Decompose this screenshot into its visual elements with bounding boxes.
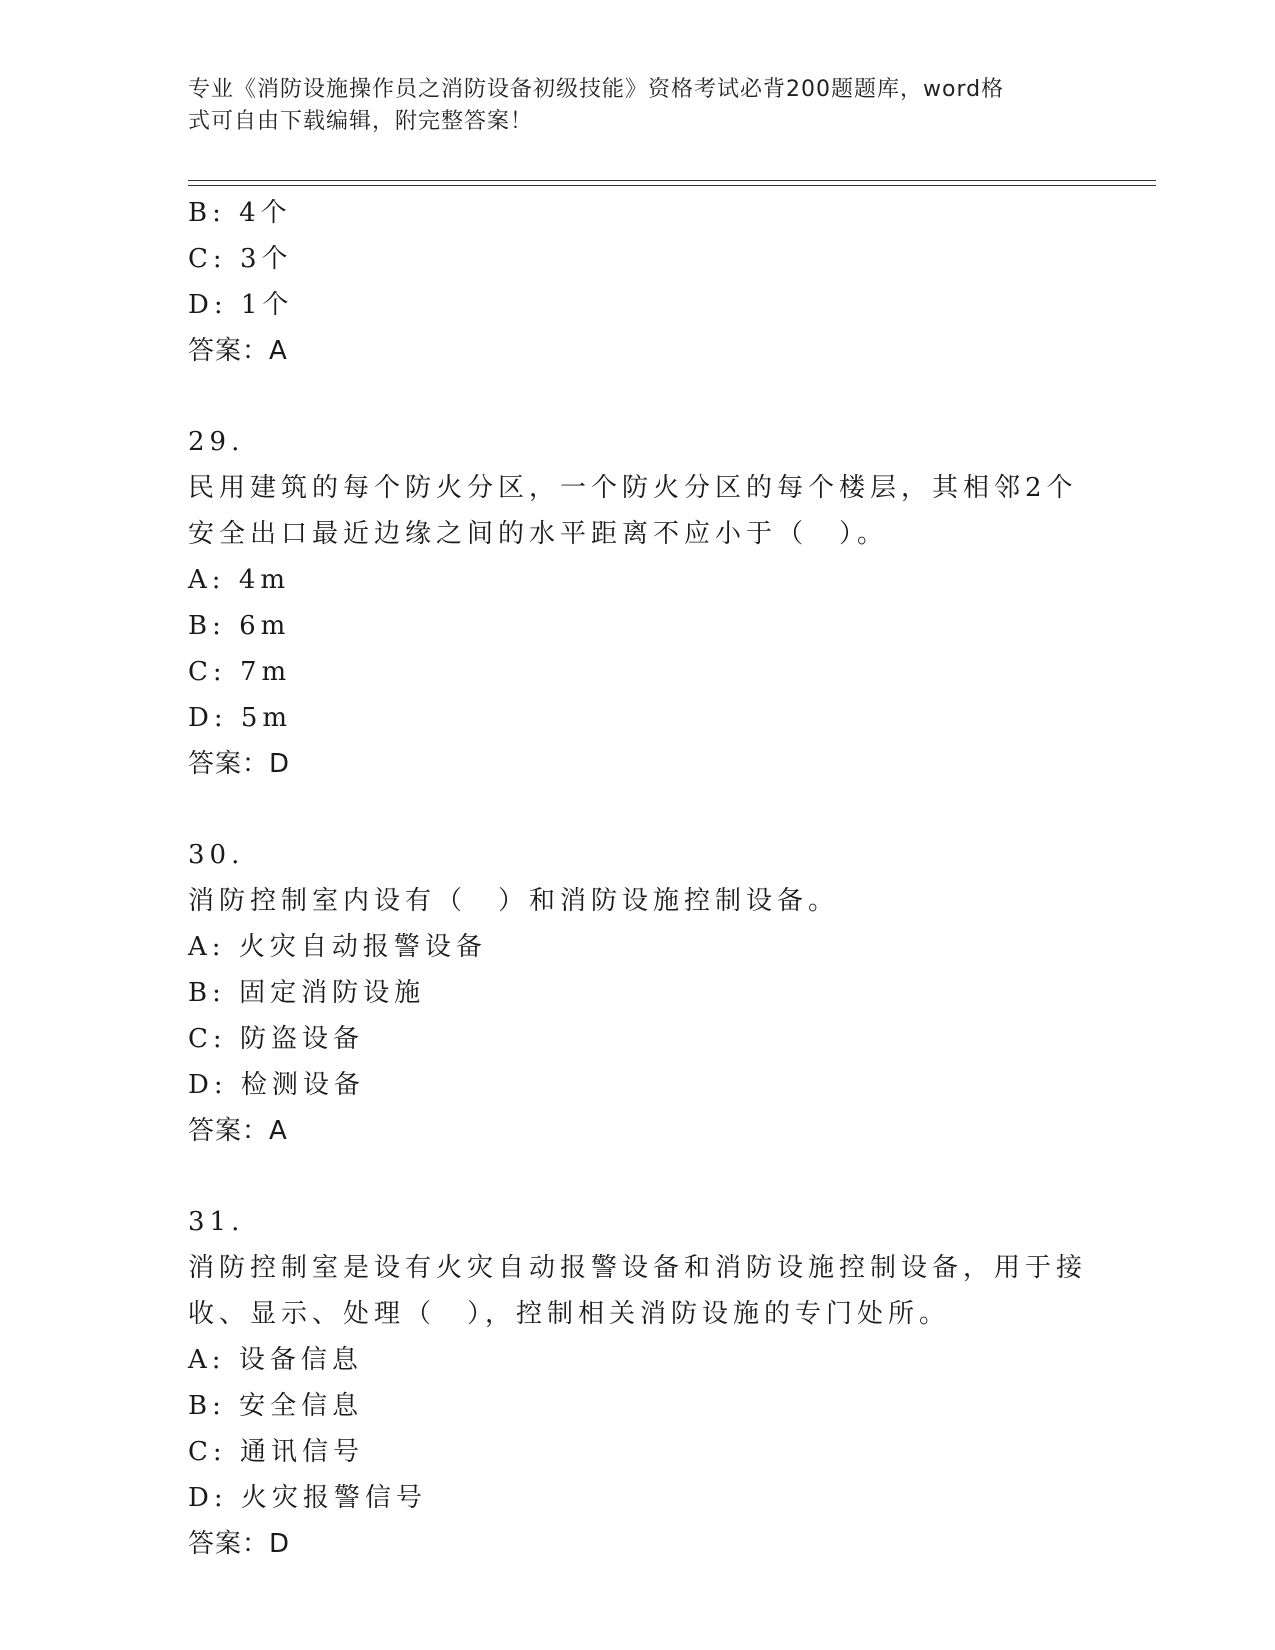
option-b: B: 4个 — [188, 198, 292, 228]
option-c: C: 通讯信号 — [188, 1437, 364, 1467]
question-text: 29. 民用建筑的每个防火分区，一个防火分区的每个楼层，其相邻2个 安全出口最近边缘之间的水平距离不应小于（ ）。 — [188, 427, 1078, 549]
option-b: B: 6m — [188, 611, 291, 641]
answer-line: 答案：A — [188, 1116, 288, 1146]
option-d: D: 检测设备 — [188, 1070, 365, 1100]
option-c: C: 防盗设备 — [188, 1024, 364, 1054]
answer-line: 答案：D — [188, 1529, 291, 1559]
option-c: C: 7m — [188, 657, 292, 687]
question-29 — [188, 419, 1088, 787]
option-a: A: 火灾自动报警设备 — [188, 932, 487, 962]
question-30 — [188, 832, 1088, 1154]
answer-line: 答案：D — [188, 749, 291, 779]
document-header — [188, 74, 1068, 138]
option-a: A: 4m — [188, 565, 291, 595]
option-c: C: 3个 — [188, 244, 293, 274]
partial-question — [188, 190, 1088, 374]
option-a: A: 设备信息 — [188, 1345, 363, 1375]
option-d: D: 5m — [188, 703, 293, 733]
option-b: B: 固定消防设施 — [188, 978, 426, 1008]
question-31 — [188, 1199, 1088, 1567]
answer-line: 答案：A — [188, 336, 288, 366]
header-line-1: 专业《消防设施操作员之消防设备初级技能》资格考试必背200题题库，word格 — [188, 77, 1005, 102]
option-b: B: 安全信息 — [188, 1391, 364, 1421]
header-line-2: 式可自由下载编辑，附完整答案！ — [188, 109, 534, 134]
question-text: 31. 消防控制室是设有火灾自动报警设备和消防设施控制设备，用于接 收、显示、处理（ ），控制相关消防设施的专门处所。 — [188, 1207, 1088, 1329]
header-divider-top — [188, 180, 1156, 181]
question-list — [188, 190, 1088, 1567]
option-d: D: 火灾报警信号 — [188, 1483, 427, 1513]
question-text: 30. 消防控制室内设有（ ）和消防设施控制设备。 — [188, 840, 840, 916]
header-divider-bottom — [188, 185, 1156, 186]
option-d: D: 1个 — [188, 290, 294, 320]
